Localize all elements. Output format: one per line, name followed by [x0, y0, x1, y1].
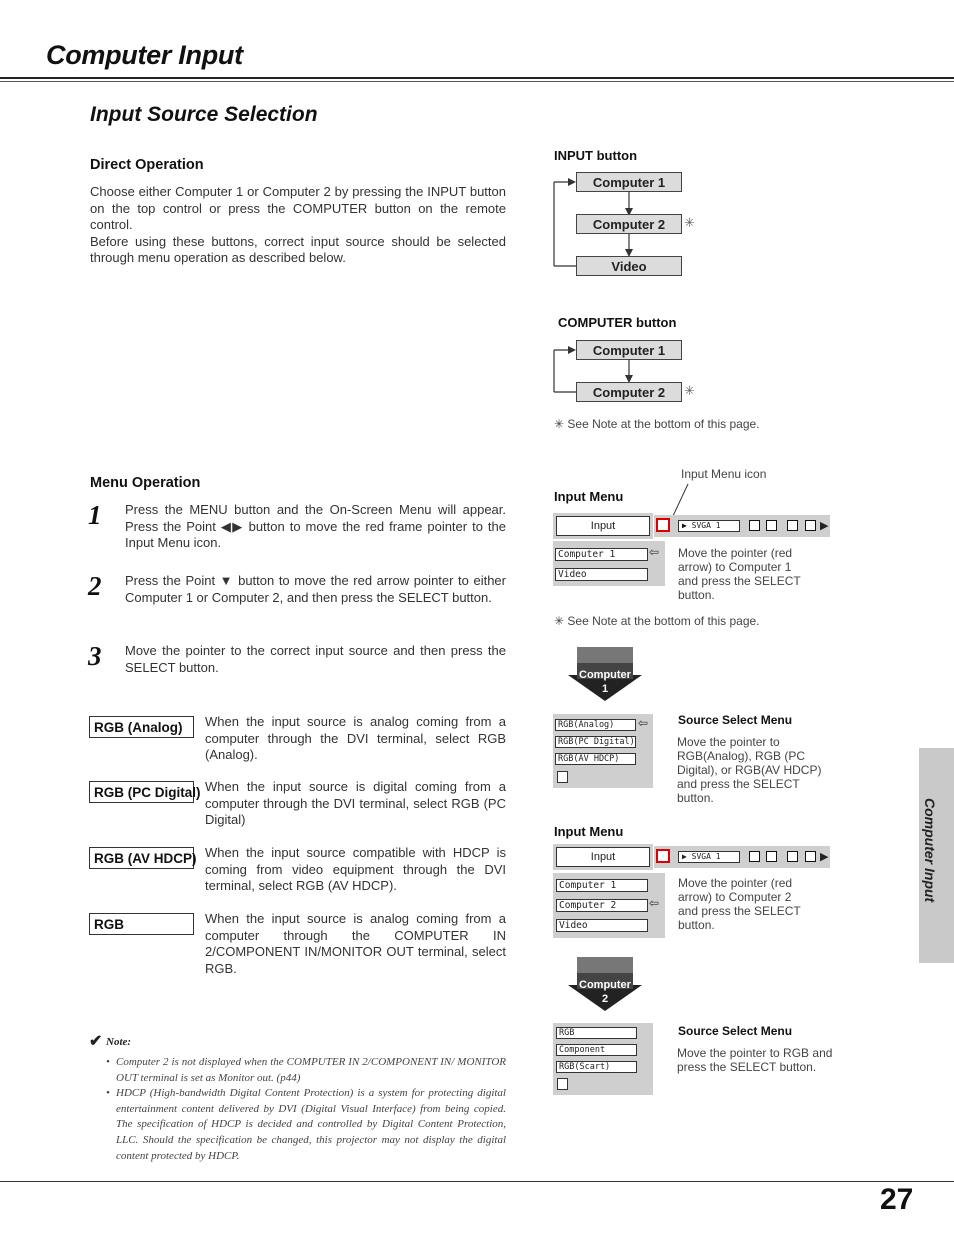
source-label-rgb: RGB	[89, 913, 194, 935]
step-text: Press the MENU button and the On-Screen Menu will appear. Press the Point ◀▶ button to move the red frame pointer to the Input Menu icon.	[125, 502, 506, 550]
step-number: 2	[88, 571, 102, 601]
source-item-rgb-pc-digital[interactable]: RGB(PC Digital)	[555, 736, 636, 748]
footer-rule	[0, 1181, 954, 1182]
input-menu-title: Input Menu	[554, 824, 624, 839]
input-menu-label: Input	[556, 516, 650, 536]
source-select-title: Source Select Menu	[678, 1024, 793, 1038]
mode-label: SVGA 1	[691, 521, 721, 530]
flow-box-computer-1: Computer 1	[576, 340, 682, 360]
direct-operation-text	[90, 184, 506, 267]
badge-label: Computer 1	[579, 669, 631, 695]
menu-icon[interactable]	[766, 520, 777, 531]
pointer-arrow-icon: ⇦	[649, 545, 660, 559]
menu-item-video[interactable]: Video	[556, 919, 648, 932]
flow-box-video: Video	[576, 256, 682, 276]
source-description: When the input source compatible with HDCP is coming from video equipment through the DVI terminal, select RGB (AV HDCP).	[205, 845, 506, 893]
note-item: • HDCP (High-bandwidth Digital Content Protection) is a system for protecting digital entertainment content delivered by DVI (Digital Visual Interface) from being copied. The specification of HDCP is decided and controlled by Digital Content Protection, LLC. Should the specification be changed, this projector may not display the digital content protected by HDCP.	[106, 1087, 506, 1162]
source-item-component[interactable]: Component	[556, 1044, 637, 1056]
menu-icon[interactable]	[749, 520, 760, 531]
step-number: 1	[88, 500, 102, 530]
step-text: Move the pointer to the correct input source and then press the SELECT button.	[125, 643, 506, 675]
source-select-caption: Move the pointer to RGB(Analog), RGB (PC Digital), or RGB(AV HDCP) and press the SELECT button.	[677, 735, 822, 805]
arrow-right-icon[interactable]: ▶	[820, 851, 829, 863]
flow-box-computer-2: Computer 2	[576, 382, 682, 402]
source-item-rgb-scart[interactable]: RGB(Scart)	[556, 1061, 637, 1073]
step-text: Press the Point ▼ button to move the red arrow pointer to either Computer 1 or Computer 2, and then press the SELECT button.	[125, 573, 506, 605]
section-title: Input Source Selection	[90, 103, 318, 126]
step-number: 3	[88, 641, 102, 671]
menu-icon-bar	[654, 846, 830, 868]
input-menu-icon[interactable]	[656, 518, 670, 532]
note-list	[106, 1055, 506, 1164]
menu-operation-heading: Menu Operation	[90, 475, 201, 491]
note-item: • Computer 2 is not displayed when the COMPUTER IN 2/COMPONENT IN/ MONITOR OUT terminal is set as Monitor out. (p44)	[106, 1056, 506, 1084]
mode-display	[678, 851, 740, 863]
menu-item-computer-1[interactable]: Computer 1	[556, 879, 648, 892]
source-select-caption: Move the pointer to RGB and press the SELECT button.	[677, 1046, 833, 1074]
mode-display	[678, 520, 740, 532]
menu-icon[interactable]	[787, 520, 798, 531]
source-label-rgb-av-hdcp: RGB (AV HDCP)	[89, 847, 194, 869]
source-item-rgb-av-hdcp[interactable]: RGB(AV HDCP)	[555, 753, 636, 765]
computer-button-diagram-title: COMPUTER button	[558, 315, 677, 330]
checkmark-icon: ✔	[89, 1033, 103, 1050]
source-description: When the input source is analog coming from a computer through the DVI terminal, select RGB (Analog).	[205, 714, 506, 762]
asterisk-icon: ✳	[684, 215, 695, 230]
menu-icon-bar	[654, 515, 830, 537]
menu-icon[interactable]	[766, 851, 777, 862]
source-description: When the input source is analog coming from a computer through the COMPUTER IN 2/COMPONENT IN/MONITOR OUT terminal, select RGB.	[205, 911, 506, 976]
side-tab	[919, 748, 954, 963]
asterisk-icon: ✳	[684, 383, 695, 398]
source-label-rgb-pc-digital: RGB (PC Digital)	[89, 781, 194, 803]
input-button-diagram-title: INPUT button	[554, 148, 638, 163]
mode-label: SVGA 1	[691, 852, 721, 861]
menu-icon[interactable]	[805, 851, 816, 862]
menu-icon[interactable]	[805, 520, 816, 531]
flow-box-computer-1: Computer 1	[576, 172, 682, 192]
direct-operation-paragraph-2: Before using these buttons, correct input source should be selected through menu operation as described below.	[90, 233, 506, 265]
menu-icon[interactable]	[749, 851, 760, 862]
exit-icon[interactable]	[557, 1078, 568, 1090]
source-select-title: Source Select Menu	[678, 713, 793, 727]
menu-item-computer-1[interactable]: Computer 1	[555, 548, 648, 561]
menu-caption: Move the pointer (red arrow) to Computer 2 and press the SELECT button.	[678, 876, 801, 932]
input-menu-icon[interactable]	[656, 849, 670, 863]
direct-operation-heading: Direct Operation	[90, 157, 204, 173]
source-item-rgb-analog[interactable]: RGB(Analog)	[555, 719, 636, 731]
source-item-rgb[interactable]: RGB	[556, 1027, 637, 1039]
arrow-right-icon[interactable]: ▶	[820, 520, 829, 532]
header-rule	[0, 77, 954, 79]
input-menu-title: Input Menu	[554, 489, 624, 504]
menu-item-video[interactable]: Video	[555, 568, 648, 581]
badge-label: Computer 2	[579, 979, 631, 1005]
header-rule-thin	[0, 81, 954, 82]
source-description: When the input source is digital coming from a computer through the DVI terminal, select RGB (PC Digital)	[205, 779, 506, 827]
direct-operation-paragraph-1: Choose either Computer 1 or Computer 2 by pressing the INPUT button on the top control or press the COMPUTER button on the remote control.	[90, 184, 506, 232]
pointer-arrow-icon: ⇦	[638, 716, 649, 730]
mode-arrow-icon: ▶	[682, 521, 687, 530]
source-label-rgb-analog: RGB (Analog)	[89, 716, 194, 738]
menu-caption: Move the pointer (red arrow) to Computer 1 and press the SELECT button.	[678, 546, 801, 602]
side-tab-label: Computer Input	[922, 798, 938, 903]
see-note-text: ✳ See Note at the bottom of this page.	[554, 417, 760, 431]
see-note-text: ✳ See Note at the bottom of this page.	[554, 614, 760, 628]
input-menu-label: Input	[556, 847, 650, 867]
page-header-title: Computer Input	[46, 40, 243, 70]
menu-item-computer-2[interactable]: Computer 2	[556, 899, 648, 912]
note-label: Note:	[106, 1036, 132, 1048]
page-number: 27	[880, 1183, 914, 1216]
pointer-arrow-icon: ⇦	[649, 896, 660, 910]
exit-icon[interactable]	[557, 771, 568, 783]
flow-box-computer-2: Computer 2	[576, 214, 682, 234]
mode-arrow-icon: ▶	[682, 852, 687, 861]
menu-icon[interactable]	[787, 851, 798, 862]
input-menu-icon-callout: Input Menu icon	[681, 467, 767, 481]
